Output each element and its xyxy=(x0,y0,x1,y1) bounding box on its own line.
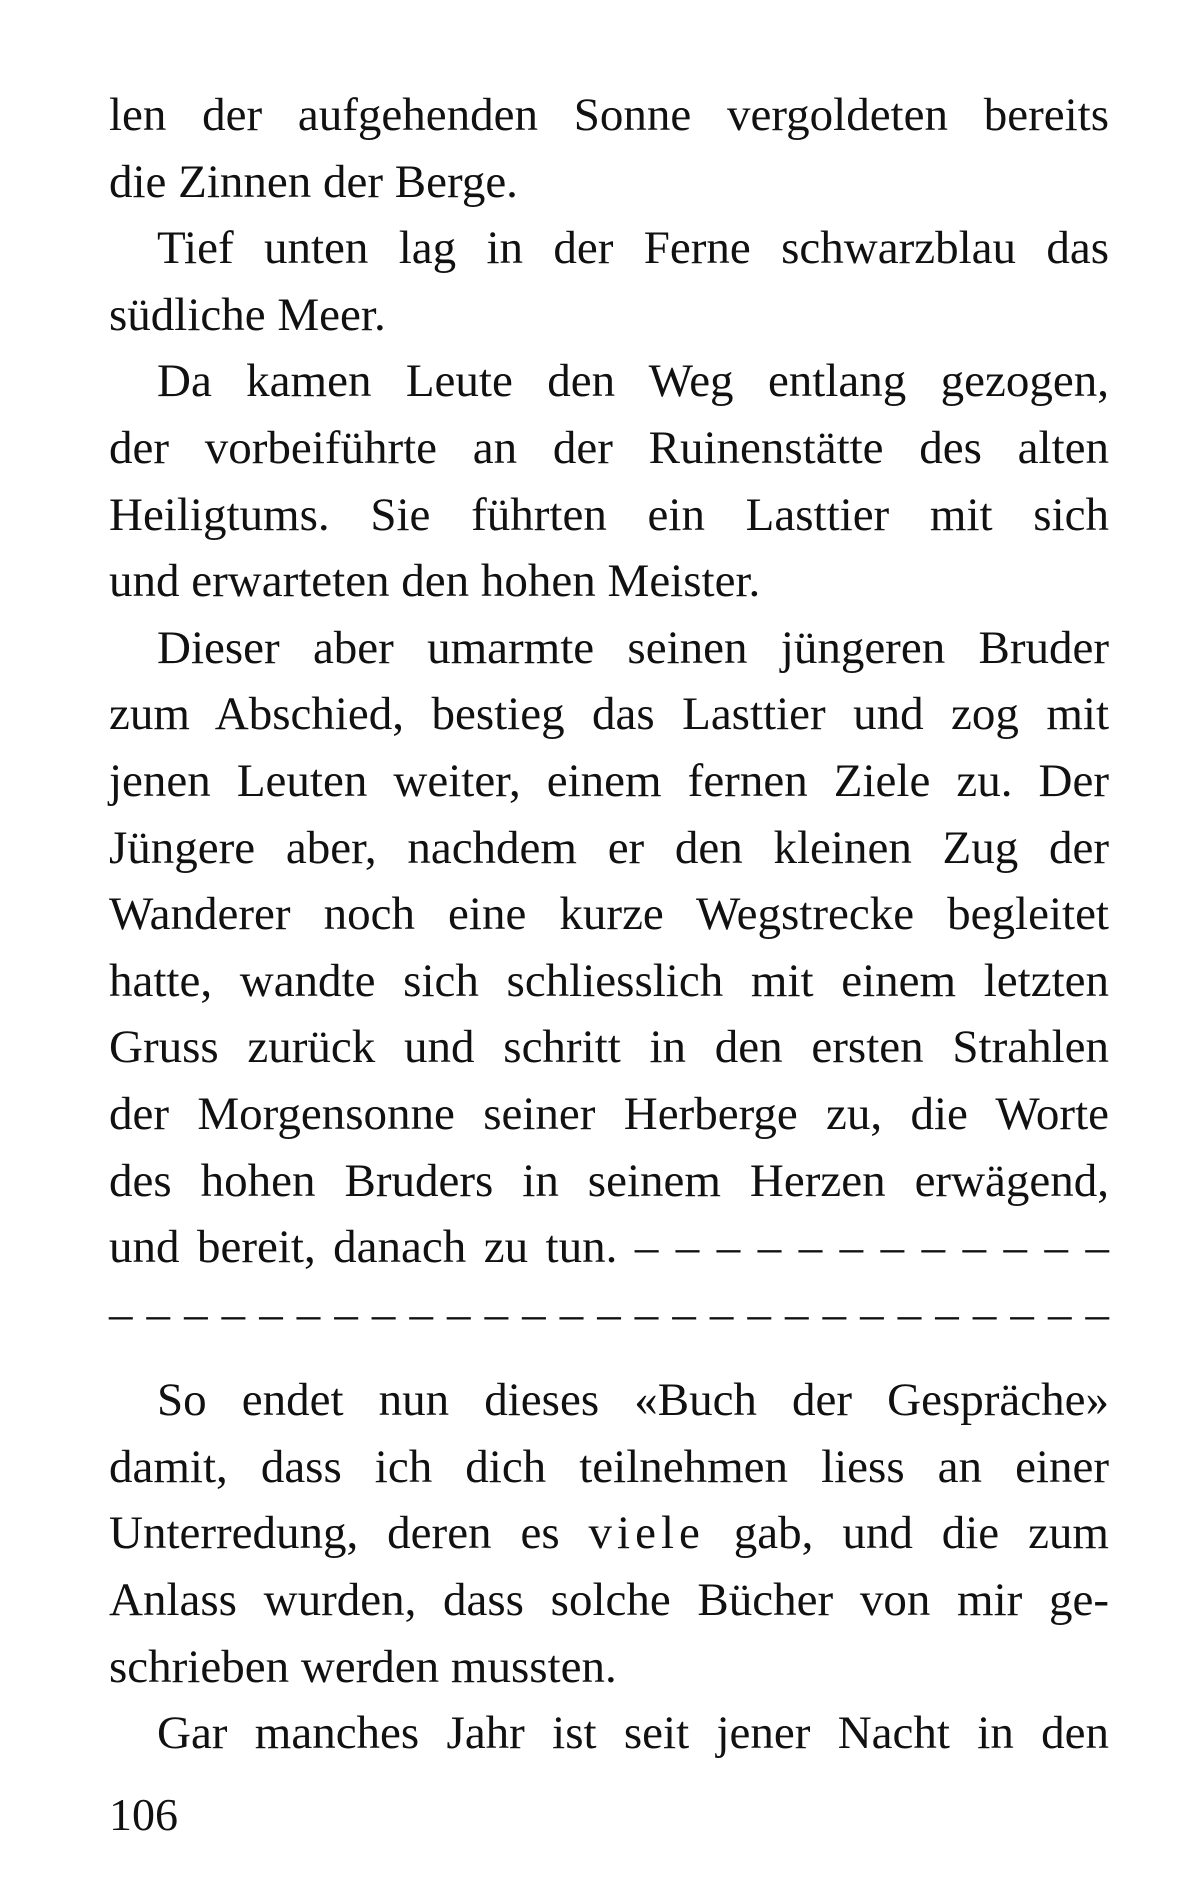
text-line: Dieser aber umarmte seinen jüngeren Bruder xyxy=(157,621,1109,674)
text-segment: Unterredung, deren es xyxy=(109,1507,589,1560)
text-line: schrieben werden mussten. xyxy=(109,1640,617,1693)
text-line: der vorbeiführte an der Ruinenstätte des alten xyxy=(109,421,1109,474)
text-line: und erwarteten den hohen Meister. xyxy=(109,555,761,608)
text-line: Jüngere aber, nachdem er den kleinen Zug der xyxy=(109,821,1109,874)
emphasized-word: viele xyxy=(588,1507,705,1560)
text-line: jenen Leuten weiter, einem fernen Ziele zu. Der xyxy=(109,754,1109,807)
text-line: damit, dass ich dich teilnehmen liess an einer xyxy=(109,1440,1109,1493)
text-line-with-dashes: und bereit, danach zu tun. – – – – – – – – – – – – xyxy=(109,1221,1109,1274)
text-line: Gruss zurück und schritt in den ersten Strahlen xyxy=(109,1021,1109,1074)
text-line: die Zinnen der Berge. xyxy=(109,155,518,208)
page-number: 106 xyxy=(109,1789,178,1840)
text-segment: gab, und die zum xyxy=(704,1507,1109,1560)
text-line: hatte, wandte sich schliesslich mit einem letzten xyxy=(109,954,1109,1007)
text-line: zum Abschied, bestieg das Lasttier und zog mit xyxy=(109,688,1109,741)
text-line: So endet nun dieses «Buch der Gespräche» xyxy=(157,1374,1109,1427)
text-line: Gar manches Jahr ist seit jener Nacht in den xyxy=(157,1707,1109,1760)
text-line: Wanderer noch eine kurze Wegstrecke begleitet xyxy=(109,888,1109,941)
body-text xyxy=(109,82,1109,1767)
text-line: des hohen Bruders in seinem Herzen erwägend, xyxy=(109,1154,1109,1207)
text-line: len der aufgehenden Sonne vergoldeten bereits xyxy=(109,89,1109,141)
text-line: Heiligtums. Sie führten ein Lasttier mit sich xyxy=(109,488,1109,541)
dash-line: – – – – – – – – – – – – – – – – – – – – – – – – – – – xyxy=(109,1287,1109,1340)
text-line: Tief unten lag in der Ferne schwarzblau das xyxy=(157,222,1109,275)
text-line: der Morgensonne seiner Herberge zu, die Worte xyxy=(109,1087,1109,1140)
text-line: Da kamen Leute den Weg entlang gezogen, xyxy=(157,355,1109,408)
paragraph-gap xyxy=(109,1347,1109,1367)
text-line: südliche Meer. xyxy=(109,288,386,341)
text-line xyxy=(109,1500,1109,1567)
text-line: Anlass wurden, dass solche Bücher von mir ge- xyxy=(109,1574,1109,1627)
